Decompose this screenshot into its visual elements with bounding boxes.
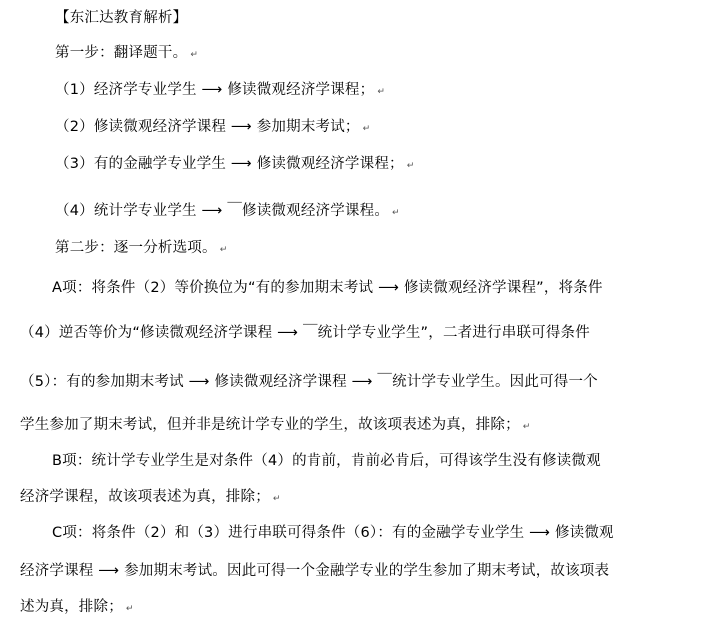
line-text: C项：将条件（2）和（3）进行串联可得条件（6）：有的金融学专业学生 ⟶ 修读微观	[52, 525, 614, 541]
option-a-line-1	[52, 278, 606, 300]
line-text: 学生参加了期末考试，但并非是统计学专业的学生，故该项表述为真，排除；	[20, 417, 520, 433]
paragraph-mark: ↵	[125, 604, 134, 614]
option-c-line-3	[20, 597, 134, 619]
line-text: 第二步：逐一分析选项。	[55, 240, 217, 256]
condition-4	[55, 201, 400, 223]
option-c-line-2	[20, 561, 612, 583]
paragraph-mark: ↵	[392, 208, 400, 218]
condition-1	[55, 80, 385, 102]
paragraph-mark: ↵	[406, 161, 415, 171]
line-text: 【东汇达教育解析】	[55, 10, 188, 26]
option-b-line-2	[20, 487, 281, 509]
line-text: B项：统计学专业学生是对条件（4）的肯前，肯前必肯后，可得该学生没有修读微观	[52, 453, 601, 469]
paragraph-mark: ↵	[219, 245, 228, 255]
line-text: （5）：有的参加期末考试 ⟶ 修读微观经济学课程 ⟶ ￣统计学专业学生。因此可得一个	[20, 374, 598, 390]
step-one	[55, 43, 198, 65]
paragraph-mark: ↵	[522, 422, 531, 432]
line-text: （3）有的金融学专业学生 ⟶ 修读微观经济学课程；	[55, 156, 404, 172]
line-text: 第一步：翻译题干。	[55, 45, 188, 61]
heading-analysis	[55, 8, 190, 30]
line-text: （4）统计学专业学生 ⟶ ￣修读微观经济学课程。	[55, 203, 390, 219]
line-text: 述为真，排除；	[20, 599, 123, 615]
option-a-line-2	[20, 323, 593, 345]
line-text: （1）经济学专业学生 ⟶ 修读微观经济学课程；	[55, 82, 375, 98]
option-a-line-3	[20, 372, 601, 394]
condition-3	[55, 154, 414, 176]
option-a-line-4	[20, 415, 531, 437]
line-text: A项：将条件（2）等价换位为“有的参加期末考试 ⟶ 修读微观经济学课程”，将条件	[52, 280, 603, 296]
line-text: 经济学课程，故该项表述为真，排除；	[20, 489, 270, 505]
step-two	[55, 238, 227, 260]
paragraph-mark: ↵	[377, 87, 386, 97]
paragraph-mark: ↵	[272, 494, 281, 504]
option-b-line-1	[52, 451, 604, 473]
condition-2	[55, 117, 370, 139]
line-text: （4）逆否等价为“修读微观经济学课程 ⟶ ￣统计学专业学生”，二者进行串联可得条件	[20, 325, 590, 341]
paragraph-mark: ↵	[190, 50, 199, 60]
line-text: （2）修读微观经济学课程 ⟶ 参加期末考试；	[55, 119, 360, 135]
line-text: 经济学课程 ⟶ 参加期末考试。因此可得一个金融学专业的学生参加了期末考试，故该项表	[20, 563, 610, 579]
paragraph-mark: ↵	[362, 124, 371, 134]
option-c-line-1	[52, 523, 617, 545]
